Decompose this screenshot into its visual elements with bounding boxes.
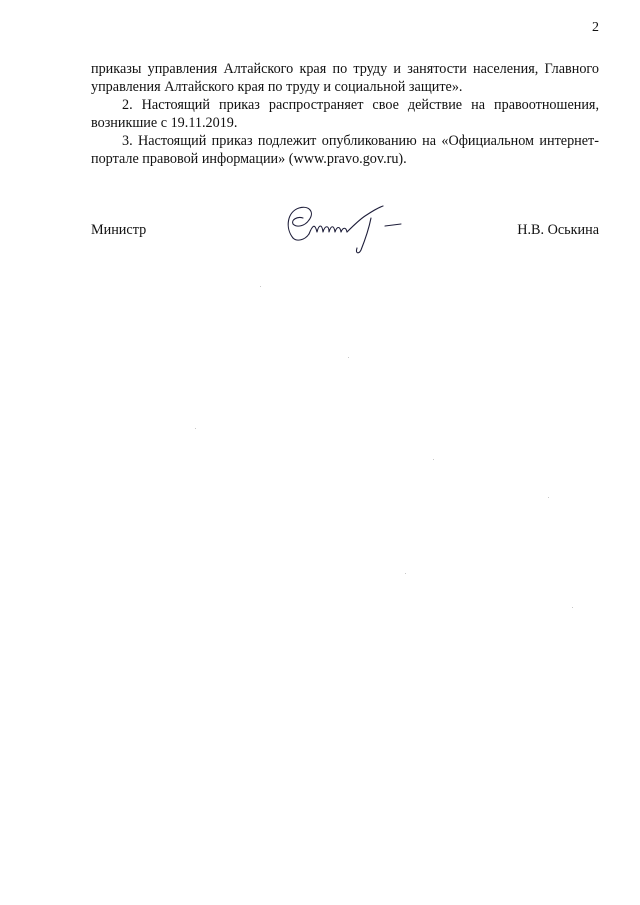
scan-speck [548,497,549,498]
signer-name: Н.В. Оськина [517,222,599,238]
handwritten-signature [279,198,409,258]
scan-speck [260,286,261,287]
paragraph-effective-date: 2. Настоящий приказ распространяет свое действие на правоотношения, возникшие с 19.11.2019. [91,97,599,131]
document-body [91,60,599,168]
page-number: 2 [592,20,599,35]
signer-position: Министр [91,222,147,238]
scan-speck [572,607,573,608]
scan-speck [195,428,196,429]
scan-speck [433,459,434,460]
paragraph-publication: 3. Настоящий приказ подлежит опубликованию на «Официальном интернет-портале правовой информации» (www.pravo.gov.ru). [91,133,599,167]
scan-speck [348,357,349,358]
paragraph-continuation: приказы управления Алтайского края по труду и занятости населения, Главного управления Алтайского края по труду и социальной защите». [91,61,599,95]
scan-speck [405,573,406,574]
